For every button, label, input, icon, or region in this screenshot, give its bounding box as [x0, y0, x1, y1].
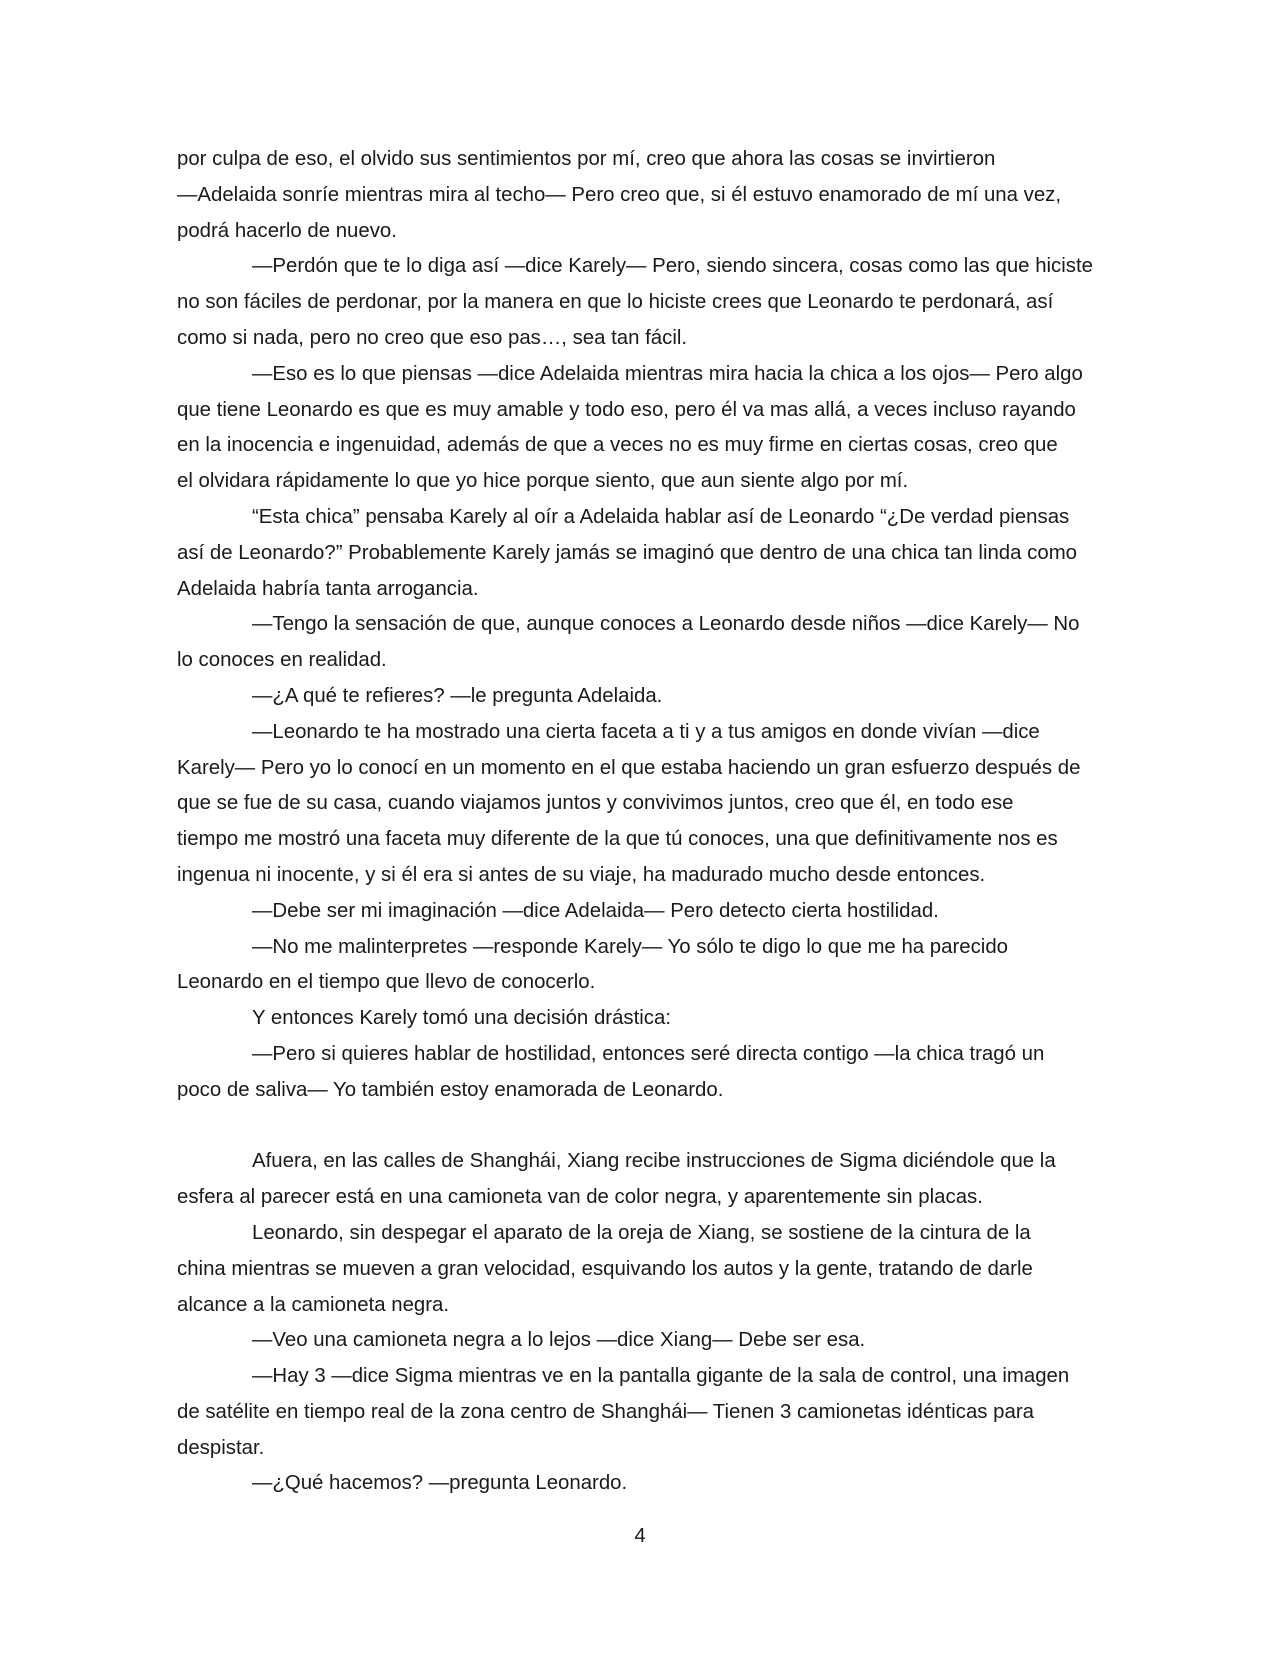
- text-line: —Leonardo te ha mostrado una cierta faceta a ti y a tus amigos en donde vivían —dice: [252, 720, 1040, 743]
- text-line: —Hay 3 —dice Sigma mientras ve en la pantalla gigante de la sala de control, una imagen: [252, 1365, 1070, 1388]
- text-line: en la inocencia e ingenuidad, además de que a veces no es muy firme en ciertas cosas, creo que: [177, 434, 1058, 457]
- text-line: podrá hacerlo de nuevo.: [177, 219, 397, 242]
- text-line: —Adelaida sonríe mientras mira al techo— Pero creo que, si él estuvo enamorado de mí una vez,: [177, 183, 1062, 206]
- text-line: poco de saliva— Yo también estoy enamorada de Leonardo.: [177, 1078, 724, 1101]
- text-line: Leonardo, sin despegar el aparato de la oreja de Xiang, se sostiene de la cintura de la: [252, 1221, 1031, 1244]
- text-line: que se fue de su casa, cuando viajamos juntos y convivimos juntos, creo que él, en todo ese: [177, 792, 1014, 815]
- paragraph: [177, 249, 1107, 356]
- paragraph: [177, 894, 1107, 930]
- page-number: 4: [634, 1525, 646, 1547]
- text-line: —Pero si quieres hablar de hostilidad, entonces seré directa contigo —la chica tragó un: [252, 1042, 1045, 1065]
- paragraph: [177, 1359, 1107, 1466]
- text-line: esfera al parecer está en una camioneta van de color negra, y aparentemente sin placas.: [177, 1186, 983, 1209]
- body-text: [177, 142, 1107, 1502]
- text-line: Afuera, en las calles de Shanghái, Xiang recibe instrucciones de Sigma diciéndole que la: [252, 1150, 1056, 1173]
- text-line: por culpa de eso, el olvido sus sentimientos por mí, creo que ahora las cosas se invirtieron: [177, 148, 996, 170]
- paragraph: [177, 357, 1107, 500]
- text-line: no son fáciles de perdonar, por la manera en que lo hiciste crees que Leonardo te perdonará, así: [177, 291, 1054, 314]
- section-break: [177, 1109, 1107, 1145]
- text-line: —Veo una camioneta negra a lo lejos —dice Xiang— Debe ser esa.: [252, 1329, 866, 1352]
- text-line: —Eso es lo que piensas —dice Adelaida mientras mira hacia la chica a los ojos— Pero algo: [252, 362, 1083, 385]
- text-line: “Esta chica” pensaba Karely al oír a Adelaida hablar así de Leonardo “¿De verdad piensas: [252, 505, 1070, 528]
- text-line: Leonardo en el tiempo que llevo de conocerlo.: [177, 971, 596, 994]
- text-line: —¿A qué te refieres? —le pregunta Adelaida.: [252, 684, 663, 707]
- text-line: ingenua ni inocente, y si él era si antes de su viaje, ha madurado mucho desde entonces.: [177, 863, 986, 886]
- paragraph: [177, 930, 1107, 1002]
- text-line: así de Leonardo?” Probablemente Karely jamás se imaginó que dentro de una chica tan linda como: [177, 541, 1078, 564]
- paragraph: [177, 1144, 1107, 1216]
- paragraph: [177, 607, 1107, 679]
- paragraph: [177, 500, 1107, 607]
- text-line: —Debe ser mi imaginación —dice Adelaida— Pero detecto cierta hostilidad.: [252, 899, 939, 922]
- text-line: —¿Qué hacemos? —pregunta Leonardo.: [252, 1472, 628, 1495]
- text-line: china mientras se mueven a gran velocidad, esquivando los autos y la gente, tratando de darle: [177, 1257, 1033, 1280]
- paragraph: [177, 1466, 1107, 1502]
- paragraph: [177, 1323, 1107, 1359]
- text-line: tiempo me mostró una faceta muy diferente de la que tú conoces, una que definitivamente nos es: [177, 828, 1058, 851]
- text-line: como si nada, pero no creo que eso pas…, sea tan fácil.: [177, 326, 688, 349]
- paragraph: [177, 1037, 1107, 1109]
- text-line: —No me malinterpretes —responde Karely— Yo sólo te digo lo que me ha parecido: [252, 935, 1009, 958]
- text-line: el olvidara rápidamente lo que yo hice porque siento, que aun siente algo por mí.: [177, 470, 909, 493]
- text-line: Y entonces Karely tomó una decisión drástica:: [252, 1007, 672, 1030]
- paragraph: [177, 1001, 1107, 1037]
- text-line: alcance a la camioneta negra.: [177, 1293, 450, 1316]
- text-line: Adelaida habría tanta arrogancia.: [177, 577, 479, 600]
- text-line: despistar.: [177, 1436, 265, 1459]
- text-line: lo conoces en realidad.: [177, 649, 387, 672]
- paragraph: [177, 715, 1107, 894]
- text-line: Karely— Pero yo lo conocí en un momento en el que estaba haciendo un gran esfuerzo después de: [177, 756, 1081, 779]
- text-line: —Tengo la sensación de que, aunque conoces a Leonardo desde niños —dice Karely— No: [252, 613, 1080, 636]
- paragraph: [177, 679, 1107, 715]
- text-line: que tiene Leonardo es que es muy amable y todo eso, pero él va mas allá, a veces incluso rayando: [177, 398, 1076, 421]
- paragraph: [177, 1216, 1107, 1323]
- text-line: de satélite en tiempo real de la zona centro de Shanghái— Tienen 3 camionetas idénticas para: [177, 1400, 1034, 1423]
- paragraph: [177, 142, 1107, 249]
- text-line: —Perdón que te lo diga así —dice Karely— Pero, siendo sincera, cosas como las que hiciste: [252, 255, 1093, 278]
